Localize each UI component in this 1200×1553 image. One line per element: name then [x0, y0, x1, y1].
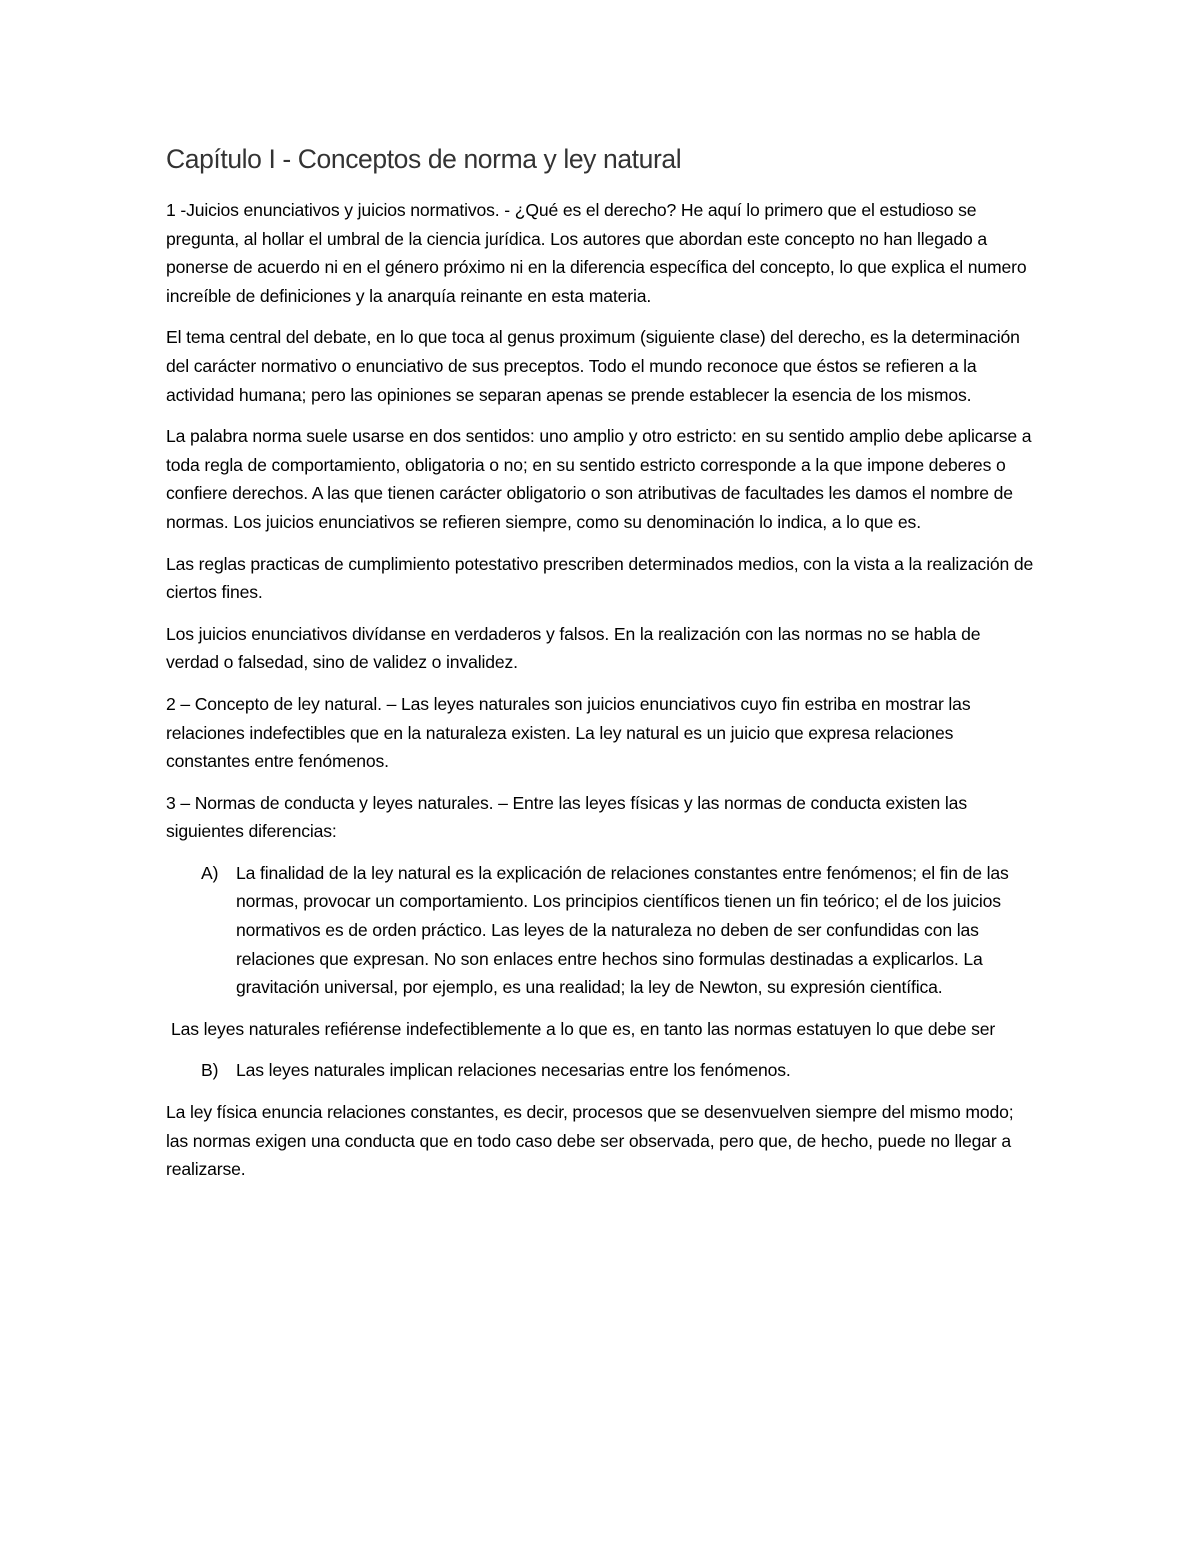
document-body — [166, 142, 1036, 1197]
paragraph-reglas-practicas: Las reglas practicas de cumplimiento potestativo prescriben determinados medios, con la vista a la realización de ciertos fines. — [166, 553, 1034, 603]
list-text-b: Las leyes naturales implican relaciones necesarias entre los fenómenos. — [236, 1060, 791, 1081]
list-item-a — [166, 859, 1036, 1002]
list-marker-a: A) — [201, 862, 219, 883]
paragraph-leyes-refierense: Las leyes naturales refiérense indefectiblemente a lo que es, en tanto las normas estatuyen lo que debe ser — [171, 1018, 996, 1039]
paragraph-tema-central: El tema central del debate, en lo que toca al genus proximum (siguiente clase) del derecho, es la determinación del carácter normativo o enunciativo de sus preceptos. Todo el mundo reconoce que éstos se refieren a la actividad humana; pero las opiniones se separan apenas se prende establecer la esencia de los mismos. — [166, 327, 1020, 405]
list-marker-b: B) — [201, 1060, 219, 1081]
paragraph-juicios-enunciativos: Los juicios enunciativos divídanse en verdaderos y falsos. En la realización con las normas no se habla de verdad o falsedad, sino de validez o invalidez. — [166, 623, 981, 673]
paragraph-palabra-norma: La palabra norma suele usarse en dos sentidos: uno amplio y otro estricto: en su sentido amplio debe aplicarse a toda regla de comportamiento, obligatoria o no; en su sentido estricto corresponde a la que impone deberes o confiere derechos. A las que tienen carácter obligatorio o son atributivas de facultades les damos el nombre de normas. Los juicios enunciativos se refieren siempre, como su denominación lo indica, a lo que es. — [166, 426, 1032, 532]
paragraph-juicios: 1 -Juicios enunciativos y juicios normativos. - ¿Qué es el derecho? He aquí lo primero que el estudioso se pregunta, al hollar el umbral de la ciencia jurídica. Los autores que abordan este concepto no han llegado a ponerse de acuerdo ni en el género próximo ni en la diferencia específica del concepto, lo que explica el numero increíble de definiciones y la anarquía reinante en esta materia. — [166, 200, 1027, 306]
paragraph-ley-fisica: La ley física enuncia relaciones constantes, es decir, procesos que se desenvuelven siempre del mismo modo; las normas exigen una conducta que en todo caso debe ser observada, pero que, de hecho, puede no llegar a realizarse. — [166, 1102, 1014, 1180]
list-item-b — [166, 1056, 1036, 1085]
chapter-title: Capítulo I - Conceptos de norma y ley natural — [166, 144, 682, 174]
paragraph-normas-conducta: 3 – Normas de conducta y leyes naturales. – Entre las leyes físicas y las normas de conducta existen las siguientes diferencias: — [166, 792, 967, 842]
list-text-a: La finalidad de la ley natural es la explicación de relaciones constantes entre fenómenos; el fin de las normas, provocar un comportamiento. Los principios científicos tienen un fin teórico; el de los juicios normativos es de orden práctico. Las leyes de la naturaleza no deben de ser confundidas con las relaciones que expresan. No son enlaces entre hechos sino formulas destinadas a explicarlos. La gravitación universal, por ejemplo, es una realidad; la ley de Newton, su expresión científica. — [236, 862, 1009, 998]
paragraph-concepto-ley-natural: 2 – Concepto de ley natural. – Las leyes naturales son juicios enunciativos cuyo fin estriba en mostrar las relaciones indefectibles que en la naturaleza existen. La ley natural es un juicio que expresa relaciones constantes entre fenómenos. — [166, 693, 971, 772]
